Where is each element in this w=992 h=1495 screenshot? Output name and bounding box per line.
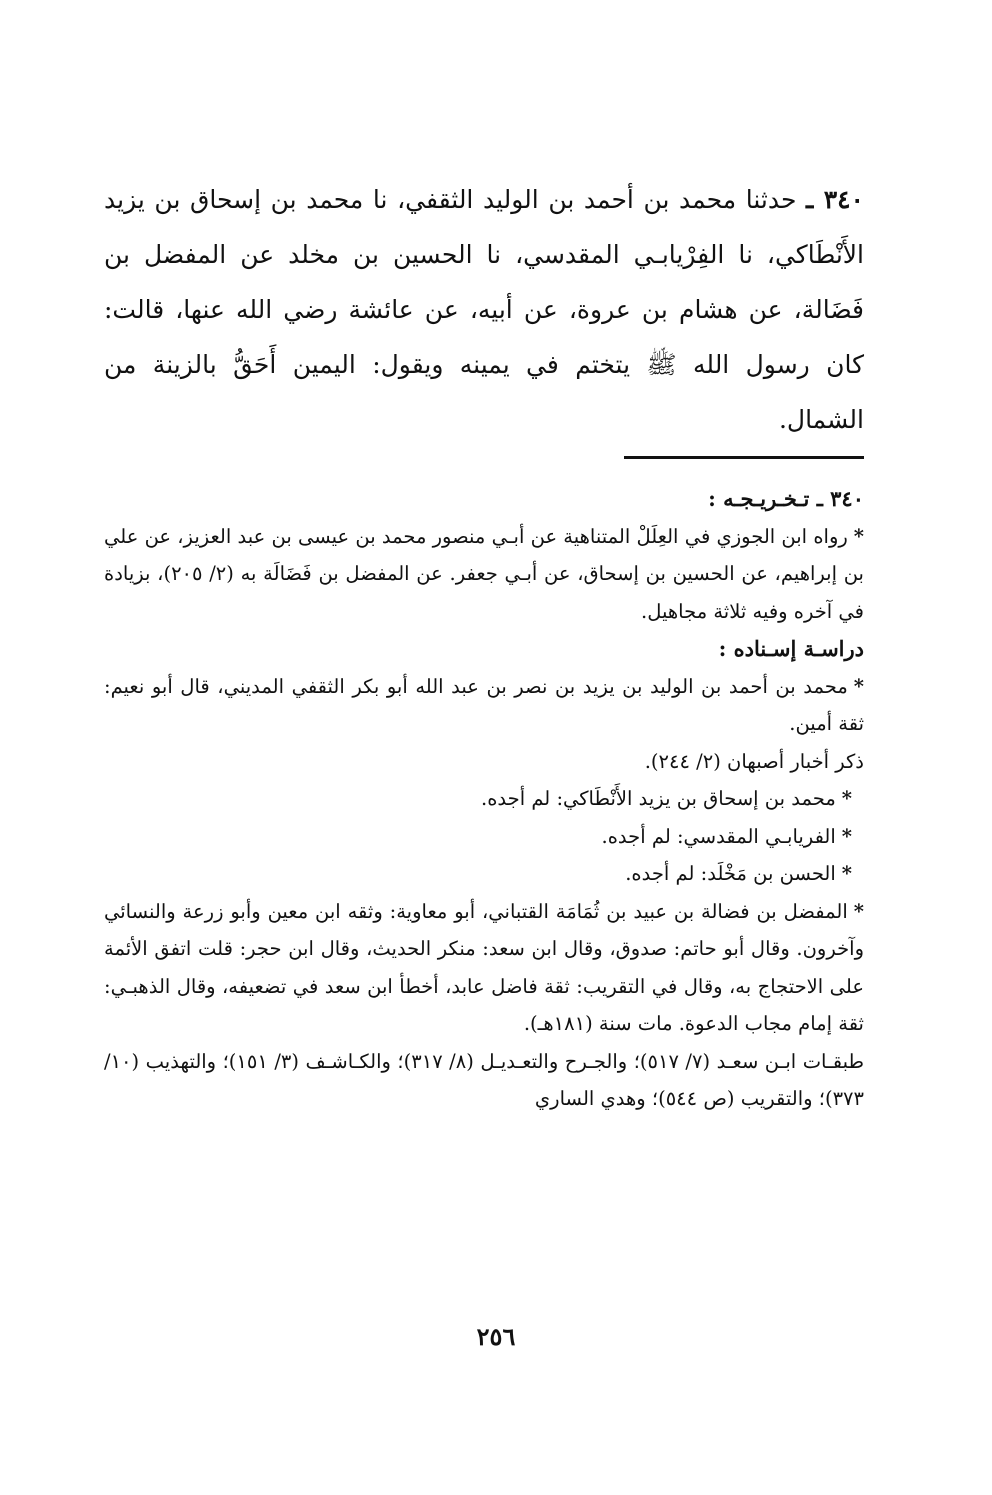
footnotes	[104, 480, 864, 1118]
narrator-5-text: المفضل بن فضالة بن عبيد بن ثُمَامَة القتباني، أبو معاوية: وثقه ابن معين وأبو زرعة والنسائي وآخرون. وقال أبو حاتم: صدوق، وقال ابن سعد: منكر الحديث، وقال ابن حجر: قلت اتفق الأئمة على الاحتجاج به، وقال في التقريب: ثقة فاضل عابد، أخطأ ابن سعد في تضعيفه، وقال الذهبـي: ثقة إمام مجاب الدعوة. مات سنة (١٨١هـ).	[104, 899, 864, 1035]
hadith-text	[104, 172, 864, 447]
bullet-star: *	[841, 824, 852, 848]
narrator-1-reference: ذكر أخبار أصبهان (٢/ ٢٤٤).	[644, 749, 864, 773]
narrator-3-text: الفريابـي المقدسي: لم أجده.	[601, 824, 836, 848]
narrator-1-text: محمد بن أحمد بن الوليد بن يزيد بن نصر بن عبد الله أبو بكر الثقفي المديني، قال أبو نعيم: ثقة أمين.	[104, 674, 864, 735]
narrator-2	[104, 780, 864, 818]
narrator-1	[104, 668, 864, 743]
hadith-body: حدثنا محمد بن أحمد بن الوليد الثقفي، نا محمد بن إسحاق بن يزيد الأَنْطَاكي، نا الفِرْيابـي المقدسي، نا الحسين بن مخلد عن المفضل بن فَضَالة، عن هشام بن عروة، عن أبيه، عن عائشة رضي الله عنها، قالت: كان رسول الله ﷺ يتختم في يمينه ويقول: اليمين أَحَقُّ بالزينة من الشمال.	[104, 185, 864, 434]
footnote-separator	[624, 456, 864, 459]
bullet-star: *	[853, 674, 864, 698]
narrator-4	[104, 855, 864, 893]
narrator-5-references: طبقـات ابـن سعـد (٧/ ٥١٧)؛ والجـرح والتعـديـل (٨/ ٣١٧)؛ والكـاشـف (٣/ ١٥١)؛ والتهذيب (١٠/ ٣٧٣)؛ والتقريب (ص ٥٤٤)؛ وهدي الساري	[104, 1049, 864, 1110]
narrator-2-text: محمد بن إسحاق بن يزيد الأَنْطَاكي: لم أجده.	[481, 787, 836, 810]
narrator-3	[104, 818, 864, 856]
takhrij-paragraph	[104, 518, 864, 631]
bullet-star: *	[853, 524, 864, 548]
bullet-star: *	[841, 862, 852, 885]
bullet-star: *	[841, 787, 852, 810]
takhrij-heading: ٣٤٠ ـ تـخـريـجـه :	[708, 486, 864, 511]
page-number: ٢٥٦	[476, 1322, 516, 1351]
narrator-4-text: الحسن بن مَخْلَد: لم أجده.	[625, 862, 836, 885]
isnad-heading: دراسـة إسـناده :	[718, 636, 864, 661]
hadith-number: ٣٤٠ ـ	[806, 185, 864, 214]
narrator-5	[104, 893, 864, 1043]
bullet-star: *	[853, 899, 864, 923]
takhrij-text: رواه ابن الجوزي في العِلَلْ المتناهية عن أبـي منصور محمد بن عيسى بن عبد العزيز، عن علي بن إبراهيم، عن الحسين بن إسحاق، عن أبـي جعفر. عن المفضل بن فَضَالَة به (٢/ ٢٠٥)، بزيادة في آخره وفيه ثلاثة مجاهيل.	[104, 524, 864, 623]
